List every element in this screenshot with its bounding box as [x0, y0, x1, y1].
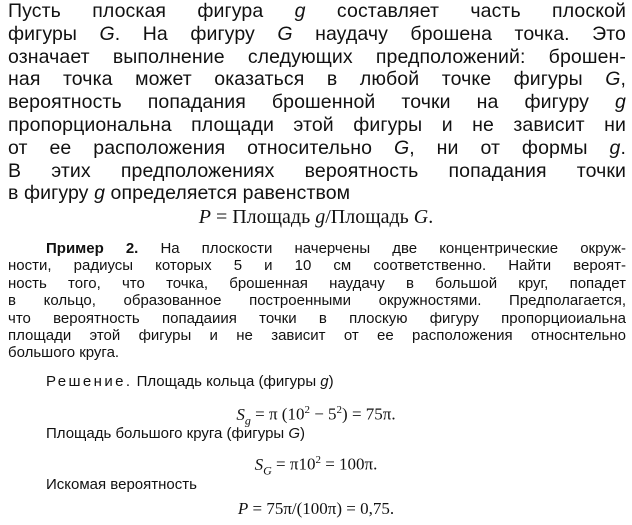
ring-area-equation: $S_g = \pi$ $(10^2 - 5^2) = 75\pi$. [236, 404, 396, 428]
example-2 [8, 240, 626, 362]
probability-formula: P = Площадь g/Площадь G. [198, 206, 434, 228]
paragraph-line: Пусть плоская фигура g составляет часть плоской [8, 0, 626, 22]
paragraph-line: означает выполнение следующих предположений: брошен- [8, 45, 626, 68]
paragraph-line: вероятность попадания брошенной точки на фигуру g [8, 91, 626, 114]
example-line: большого круга. [8, 344, 120, 362]
example-line: в кольцо, образованное построенными окружностями. Предполагается, [8, 292, 626, 310]
solution-label: Решение. [46, 373, 133, 390]
big-circle-text: Площадь большого круга (фигуры G) [46, 425, 306, 442]
paragraph-line: ная точка может оказаться в любой точке фигуры G, [8, 68, 626, 91]
paragraph-line: пропорциональна площади этой фигуры и не зависит ни [8, 113, 626, 136]
solution-line: Решение. Площадь кольца (фигуры g) [46, 373, 334, 390]
example-line: ность того, что точка, брошенная наудачу в большой круг, попадет [8, 274, 626, 292]
circle-area-equation: $S_G = \pi 10^2 = 100\pi$. [254, 454, 378, 478]
paragraph-line: фигуры G. На фигуру G наудачу брошена точка. Это [8, 22, 626, 45]
required-probability-text: Искомая вероятность [46, 476, 197, 493]
probability-result-equation: P = 75π/(100π) = 0,75. [237, 499, 395, 518]
example-line: Пример 2. На плоскости начерчены две концентрические окруж- [46, 240, 626, 257]
example-label: Пример 2. [46, 240, 139, 257]
paragraph-line: в фигуру g определяется равенством [8, 182, 351, 205]
main-paragraph [8, 0, 626, 205]
paragraph-line: от ее расположения относительно G, ни от формы g. [8, 136, 626, 159]
example-line: площади этой фигуры и не зависит от ее расположения относнтельно [8, 327, 626, 345]
paragraph-line: В этих предположениях вероятность попадания точки [8, 159, 626, 182]
example-line: ности, радиусы которых 5 и 10 см соответственно. Найти вероят- [8, 257, 626, 275]
example-line: что вероятность попадаиия точки в плоскую фигуру пропорциоиальна [8, 309, 626, 327]
